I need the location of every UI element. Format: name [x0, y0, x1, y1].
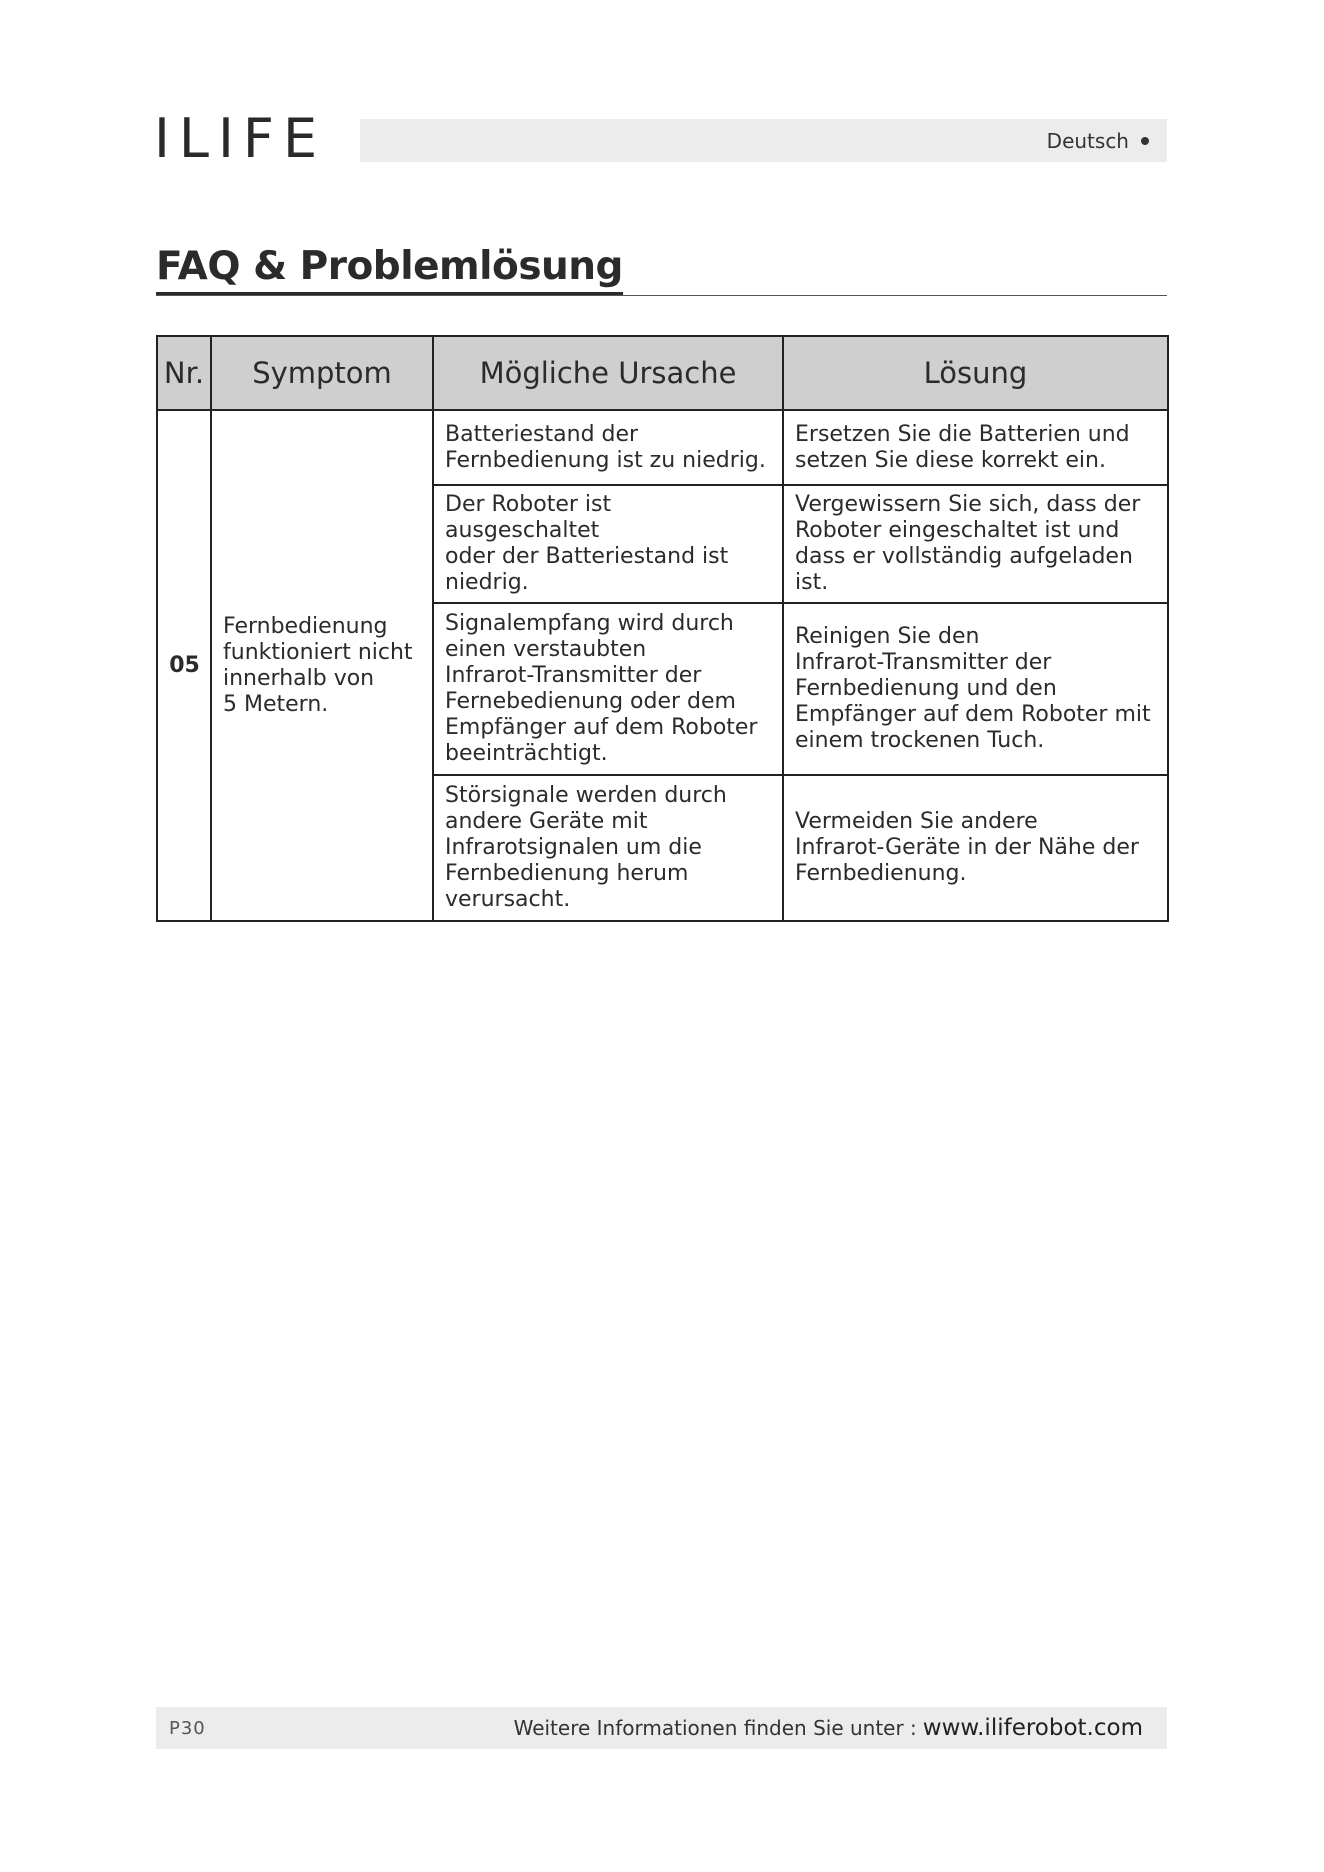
title-section: [156, 245, 1167, 296]
cause-cell: [433, 485, 783, 603]
cause-cell: [433, 775, 783, 921]
page-title: FAQ & Problemlösung: [156, 245, 623, 296]
table-row: [157, 410, 1168, 485]
solution-text: Vermeiden Sie andere Infrarot-Geräte in der Nähe der Fernbedienung.: [795, 809, 1139, 886]
solution-text: Reinigen Sie den Infrarot-Transmitter der Fernbedienung und den Empfänger auf dem Roboter mit einem trockenen Tuch.: [795, 624, 1151, 753]
solution-cell: [783, 410, 1168, 485]
solution-cell: [783, 775, 1168, 921]
solution-cell: [783, 485, 1168, 603]
symptom-text: Fernbedienung funktioniert nicht innerhalb von 5 Metern.: [223, 613, 413, 717]
column-header-solution: Lösung: [783, 336, 1168, 410]
symptom-cell: [211, 410, 433, 921]
solution-text: Vergewissern Sie sich, dass der Roboter eingeschaltet ist und dass er vollständig aufgeladen ist.: [795, 492, 1141, 595]
cause-cell: [433, 603, 783, 775]
title-divider: [156, 295, 1167, 296]
cause-text: Der Roboter ist ausgeschaltet oder der Batteriestand ist niedrig.: [445, 492, 729, 595]
footer-info-text: Weitere Informationen finden Sie unter :: [513, 1716, 917, 1740]
solution-cell: [783, 603, 1168, 775]
solution-text: Ersetzen Sie die Batterien und setzen Sie diese korrekt ein.: [795, 421, 1130, 473]
table-header-row: [157, 336, 1168, 410]
faq-table: [156, 335, 1169, 922]
language-bar: [360, 119, 1167, 162]
cause-cell: [433, 410, 783, 485]
brand-logo: ILIFE: [154, 107, 327, 170]
page-number: P30: [169, 1717, 206, 1739]
website-link[interactable]: www.iliferobot.com: [922, 1715, 1143, 1741]
row-number: 05: [157, 410, 211, 921]
column-header-nr: Nr.: [157, 336, 211, 410]
footer-bar: [156, 1707, 1167, 1749]
column-header-cause: Mögliche Ursache: [433, 336, 783, 410]
column-header-symptom: Symptom: [211, 336, 433, 410]
cause-text: Störsignale werden durch andere Geräte mit Infrarotsignalen um die Fernbedienung herum verursacht.: [445, 783, 727, 912]
cause-text: Signalempfang wird durch einen verstaubten Infrarot-Transmitter der Fernebedienung oder dem Empfänger auf dem Roboter beeinträchtigt.: [445, 611, 758, 766]
language-label: Deutsch: [1046, 128, 1129, 153]
cause-text: Batteriestand der Fernbedienung ist zu niedrig.: [445, 421, 766, 473]
bullet-icon: [1141, 137, 1149, 145]
